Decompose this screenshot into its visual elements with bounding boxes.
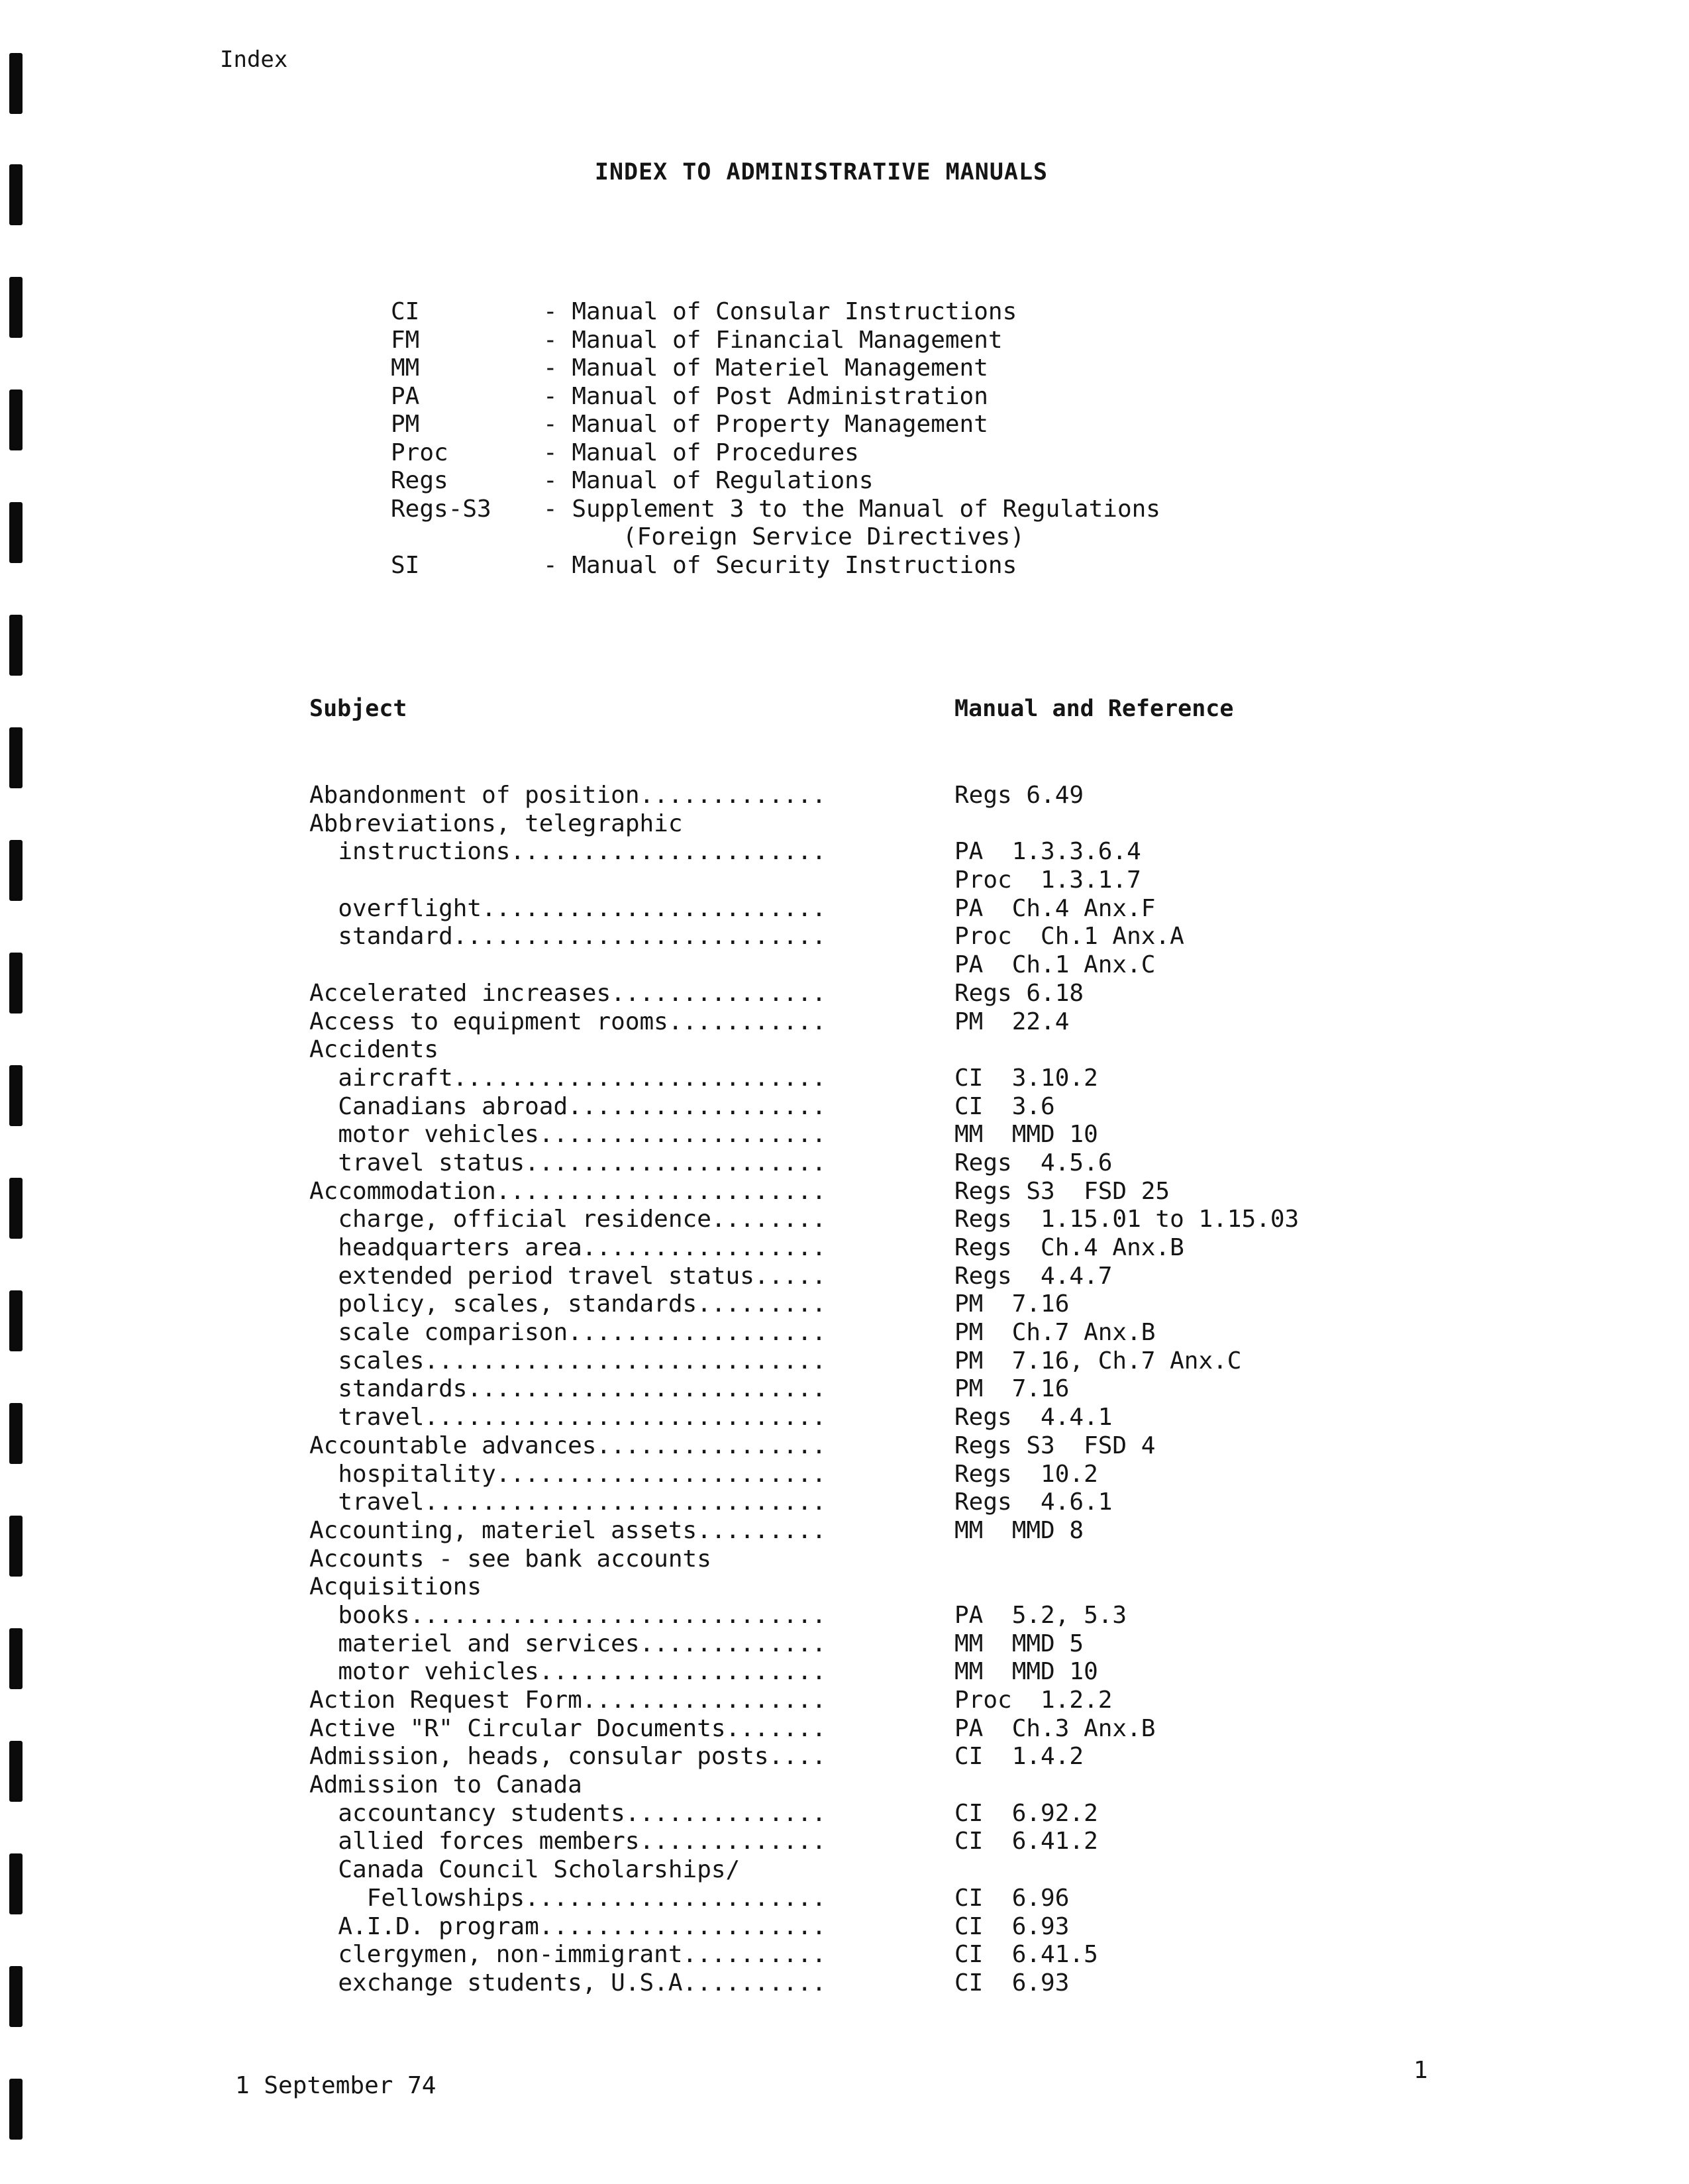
abbreviation-row	[391, 523, 1160, 552]
abbreviation-description: - Manual of Regulations	[543, 467, 874, 494]
entry-reference: CI 6.93	[954, 1969, 1070, 1997]
entry-reference: PM 7.16	[954, 1375, 1070, 1403]
abbreviation-row	[391, 552, 1160, 580]
entry-reference: PA Ch.3 Anx.B	[954, 1714, 1156, 1742]
binder-hole	[9, 1403, 23, 1464]
abbreviation-row	[391, 467, 1160, 495]
subject-column-header: Subject	[309, 696, 407, 722]
entry-subject: policy, scales, standards.........	[309, 1290, 827, 1318]
entry-subject: Fellowships.....................	[309, 1884, 827, 1912]
reference-column-header: Manual and Reference	[954, 696, 1234, 722]
entry-reference: MM MMD 8	[954, 1516, 1084, 1544]
binder-hole	[9, 840, 23, 901]
entry-subject: instructions......................	[309, 838, 827, 866]
entry-subject: books.............................	[309, 1601, 827, 1629]
entry-reference: PA 1.3.3.6.4	[954, 838, 1141, 866]
entry-subject: Canada Council Scholarships/	[309, 1856, 741, 1884]
entry-reference: Regs 6.49	[954, 782, 1084, 809]
abbreviation-code: Regs-S3	[391, 495, 491, 523]
entry-subject: Access to equipment rooms...........	[309, 1008, 827, 1035]
entry-subject: Abbreviations, telegraphic	[309, 809, 683, 837]
binder-hole	[9, 277, 23, 338]
entry-subject: Accelerated increases...............	[309, 979, 827, 1007]
abbreviation-description: - Manual of Financial Management	[543, 326, 1003, 354]
page-header: Index	[220, 46, 288, 73]
abbreviation-row	[391, 495, 1160, 524]
entry-subject: Accounts - see bank accounts	[309, 1545, 711, 1573]
entry-subject: Canadians abroad..................	[309, 1092, 827, 1120]
entry-reference: PA Ch.4 Anx.F	[954, 894, 1156, 922]
entry-subject: Action Request Form.................	[309, 1687, 827, 1714]
binder-hole	[9, 2079, 23, 2140]
binder-holes	[9, 0, 24, 2184]
abbreviation-code: MM	[391, 354, 420, 382]
entry-subject: Admission, heads, consular posts....	[309, 1743, 827, 1771]
entry-subject: motor vehicles....................	[309, 1121, 827, 1149]
abbreviation-code: SI	[391, 551, 420, 579]
entry-subject: Acquisitions	[309, 1573, 482, 1601]
entry-subject: scale comparison..................	[309, 1319, 827, 1347]
entry-reference: CI 1.4.2	[954, 1743, 1084, 1771]
entry-subject: materiel and services.............	[309, 1630, 827, 1657]
entry-subject: standards.........................	[309, 1375, 827, 1403]
entry-subject: allied forces members.............	[309, 1828, 827, 1855]
abbreviation-code: PM	[391, 411, 420, 438]
footer-date: 1 September 74	[235, 2072, 436, 2099]
entry-reference: Proc Ch.1 Anx.A	[954, 923, 1184, 951]
entry-subject: Accommodation.......................	[309, 1177, 827, 1205]
entry-subject: exchange students, U.S.A..........	[309, 1969, 827, 1997]
entry-reference: CI 3.10.2	[954, 1064, 1098, 1092]
entry-reference: CI 6.41.2	[954, 1828, 1098, 1855]
entry-reference: CI 6.92.2	[954, 1799, 1098, 1827]
entry-reference: MM MMD 10	[954, 1121, 1098, 1149]
abbreviation-description: - Manual of Security Instructions	[543, 551, 1017, 579]
entry-reference: PA Ch.1 Anx.C	[954, 951, 1156, 979]
entry-subject: accountancy students..............	[309, 1799, 827, 1827]
binder-hole	[9, 1290, 23, 1351]
binder-hole	[9, 1628, 23, 1689]
abbreviation-code: Regs	[391, 467, 448, 494]
entry-subject: Accountable advances................	[309, 1431, 827, 1459]
entry-reference: Regs 4.5.6	[954, 1149, 1113, 1176]
abbreviation-description: - Manual of Post Administration	[543, 382, 988, 410]
abbreviation-row	[391, 439, 1160, 468]
entry-subject: Admission to Canada	[309, 1771, 582, 1799]
binder-hole	[9, 390, 23, 450]
entry-subject: hospitality.......................	[309, 1460, 827, 1488]
entry-reference: Regs 10.2	[954, 1460, 1098, 1488]
binder-hole	[9, 953, 23, 1014]
entry-reference: Regs 4.4.1	[954, 1404, 1113, 1431]
entry-subject: overflight........................	[309, 894, 827, 922]
abbreviation-description: (Foreign Service Directives)	[623, 523, 1025, 550]
binder-hole	[9, 502, 23, 563]
entry-reference: PM 7.16	[954, 1290, 1070, 1318]
entry-reference: Regs Ch.4 Anx.B	[954, 1234, 1184, 1261]
abbreviation-row	[391, 411, 1160, 439]
entry-subject: travel............................	[309, 1488, 827, 1516]
entry-reference: CI 3.6	[954, 1092, 1055, 1120]
entry-subject: standard..........................	[309, 923, 827, 951]
entry-subject: Abandonment of position.............	[309, 782, 827, 809]
entry-reference: Regs 4.4.7	[954, 1262, 1113, 1290]
entry-reference: CI 6.41.5	[954, 1941, 1098, 1969]
binder-hole	[9, 727, 23, 788]
entry-reference: Regs 6.18	[954, 979, 1084, 1007]
abbreviation-description: - Manual of Property Management	[543, 411, 988, 438]
binder-hole	[9, 1853, 23, 1914]
entry-reference: PM 7.16, Ch.7 Anx.C	[954, 1347, 1242, 1375]
entry-subject: scales............................	[309, 1347, 827, 1375]
binder-hole	[9, 1065, 23, 1126]
abbreviation-row	[391, 298, 1160, 327]
page-title: INDEX TO ADMINISTRATIVE MANUALS	[594, 159, 1049, 185]
entry-reference: Regs 1.15.01 to 1.15.03	[954, 1206, 1300, 1233]
abbreviation-list	[391, 298, 1160, 580]
entry-subject: A.I.D. program....................	[309, 1912, 827, 1940]
entry-reference: Regs S3 FSD 4	[954, 1431, 1156, 1459]
abbreviation-description: - Manual of Materiel Management	[543, 354, 988, 382]
abbreviation-description: - Manual of Procedures	[543, 439, 859, 466]
binder-hole	[9, 615, 23, 676]
entry-subject: clergymen, non-immigrant..........	[309, 1941, 827, 1969]
abbreviation-row	[391, 383, 1160, 411]
binder-hole	[9, 1966, 23, 2027]
binder-hole	[9, 1516, 23, 1577]
entry-reference: Regs 4.6.1	[954, 1488, 1113, 1516]
entry-subject: aircraft..........................	[309, 1064, 827, 1092]
entry-reference: PA 5.2, 5.3	[954, 1601, 1127, 1629]
binder-hole	[9, 53, 23, 114]
abbreviation-code: FM	[391, 326, 420, 354]
entry-reference: Proc 1.2.2	[954, 1687, 1113, 1714]
abbreviation-code: Proc	[391, 439, 448, 466]
entry-subject: extended period travel status.....	[309, 1262, 827, 1290]
binder-hole	[9, 1178, 23, 1239]
entry-subject: Accounting, materiel assets.........	[309, 1516, 827, 1544]
entry-reference: Proc 1.3.1.7	[954, 866, 1141, 894]
entry-reference: PM Ch.7 Anx.B	[954, 1319, 1156, 1347]
entry-reference: PM 22.4	[954, 1008, 1070, 1035]
page-number: 1	[1413, 2057, 1428, 2084]
entry-subject: charge, official residence........	[309, 1206, 827, 1233]
entry-subject: Accidents	[309, 1036, 439, 1064]
entry-subject: travel status.....................	[309, 1149, 827, 1176]
entry-subject: Active "R" Circular Documents.......	[309, 1714, 827, 1742]
entry-subject: headquarters area.................	[309, 1234, 827, 1261]
abbreviation-code: CI	[391, 298, 420, 325]
abbreviation-description: - Manual of Consular Instructions	[543, 298, 1017, 325]
abbreviation-row	[391, 327, 1160, 355]
binder-hole	[9, 1741, 23, 1802]
entry-reference: MM MMD 5	[954, 1630, 1084, 1657]
entry-reference: Regs S3 FSD 25	[954, 1177, 1170, 1205]
entry-subject: travel............................	[309, 1404, 827, 1431]
abbreviation-description: - Supplement 3 to the Manual of Regulations	[543, 495, 1160, 523]
entry-reference: CI 6.93	[954, 1912, 1070, 1940]
entry-reference: CI 6.96	[954, 1884, 1070, 1912]
entry-subject: motor vehicles....................	[309, 1658, 827, 1686]
entry-reference: MM MMD 10	[954, 1658, 1098, 1686]
abbreviation-row	[391, 354, 1160, 383]
abbreviation-code: PA	[391, 382, 420, 410]
